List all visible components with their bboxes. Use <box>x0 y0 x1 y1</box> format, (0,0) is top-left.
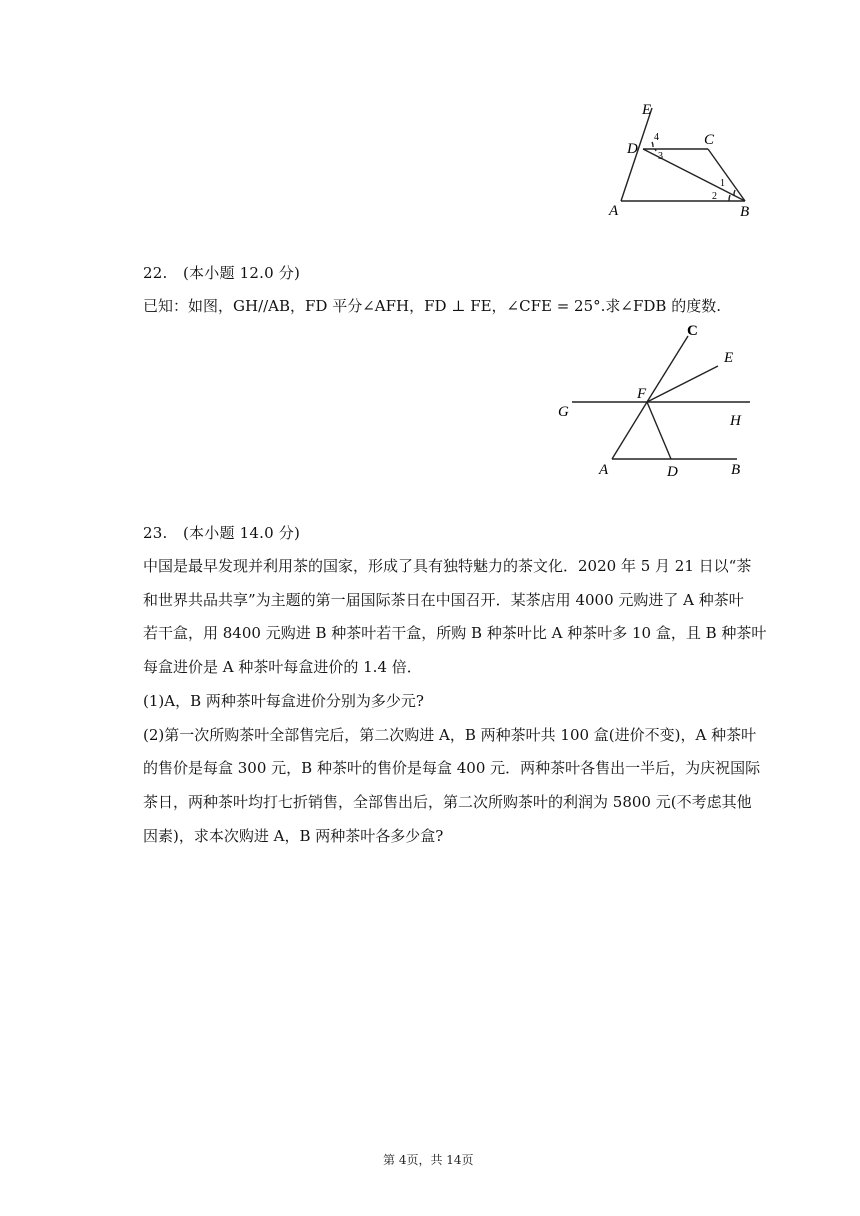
q23-line-1: 中国是最早发现并利用茶的国家，形成了具有独特魅力的茶文化．2020 年 5 月 21 日以“茶 <box>143 557 752 575</box>
label-A: A <box>599 462 609 478</box>
q22-points: (本小题 12.0 分) <box>183 264 301 282</box>
label-F: F <box>637 386 647 402</box>
q23-part-2-line-4: 因素)，求本次购进 A，B 两种茶叶各多少盒? <box>143 827 444 845</box>
q23-number: 23. <box>143 524 168 542</box>
q22-text: 已知：如图，GH//AB，FD 平分∠AFH，FD ⊥ FE，∠CFE = 25°.求∠FDB 的度数. <box>143 297 721 315</box>
label-D: D <box>627 141 638 157</box>
q23-part-2-line-3: 茶日，两种茶叶均打七折销售，全部售出后，第二次所购茶叶的利润为 5800 元(不考虑其他 <box>143 793 752 811</box>
parallel-lines-figure <box>550 318 760 483</box>
q23-line-3: 若干盒，用 8400 元购进 B 种茶叶若干盒，所购 B 种茶叶比 A 种茶叶多 10 盒，且 B 种茶叶 <box>143 624 767 642</box>
angle-label-3: 3 <box>658 151 663 162</box>
label-D: D <box>667 464 678 480</box>
trapezoid-figure <box>600 96 770 226</box>
label-B: B <box>731 462 741 478</box>
q23-points: (本小题 14.0 分) <box>183 524 301 542</box>
page-footer: 第 4页，共 14页 <box>383 1153 474 1167</box>
q23-part-1: (1)A，B 两种茶叶每盒进价分别为多少元? <box>143 692 424 710</box>
label-C: C <box>704 132 715 148</box>
q23-header <box>143 522 300 543</box>
q23-part-2-line-1: (2)第一次所购茶叶全部售完后，第二次购进 A，B 两种茶叶共 100 盒(进价不变)，A 种茶叶 <box>143 726 757 744</box>
label-H: H <box>730 413 741 429</box>
angle-label-2: 2 <box>712 191 717 202</box>
q23-line-2: 和世界共品共享”为主题的第一届国际茶日在中国召开．某茶店用 4000 元购进了 A 种茶叶 <box>143 591 744 609</box>
label-E: E <box>642 102 652 118</box>
label-A: A <box>609 203 619 219</box>
q23-part-2-line-2: 的售价是每盒 300 元，B 种茶叶的售价是每盒 400 元．两种茶叶各售出一半后，为庆祝国际 <box>143 759 761 777</box>
angle-label-1: 1 <box>720 178 725 189</box>
label-G: G <box>558 404 569 420</box>
q22-header <box>143 262 300 283</box>
label-C: C <box>687 323 698 339</box>
q22-number: 22. <box>143 264 168 282</box>
label-B: B <box>740 204 750 220</box>
angle-label-4: 4 <box>654 132 659 143</box>
q23-line-4: 每盒进价是 A 种茶叶每盒进价的 1.4 倍． <box>143 658 422 676</box>
label-E: E <box>724 350 734 366</box>
